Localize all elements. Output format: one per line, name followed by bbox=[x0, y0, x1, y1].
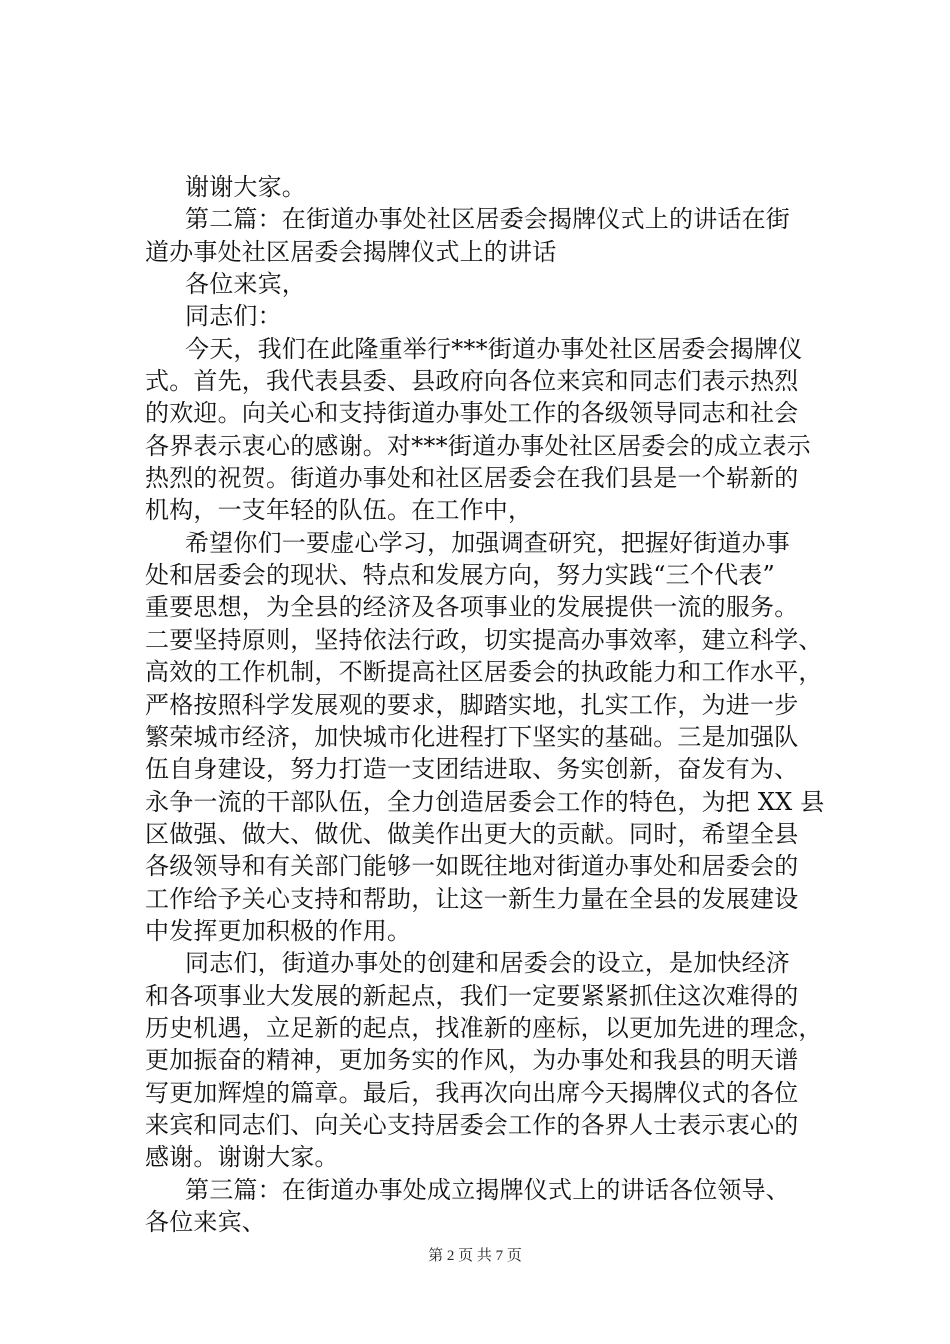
text-line: 伍自身建设，努力打造一支团结进取、务实创新，奋发有为、 bbox=[145, 755, 799, 784]
text-line: 永争一流的干部队伍，全力创造居委会工作的特色，为把 XX 县 bbox=[145, 787, 825, 816]
text-line: 区做强、做大、做优、做美作出更大的贡献。同时，希望全县 bbox=[145, 819, 799, 848]
section-heading-line: 第二篇：在街道办事处社区居委会揭牌仪式上的讲话在街 bbox=[185, 205, 790, 234]
text-line: 更加振奋的精神，更加务实的作风，为办事处和我县的明天谱 bbox=[145, 1046, 799, 1075]
text-line: 严格按照科学发展观的要求，脚踏实地，扎实工作，为进一步 bbox=[145, 690, 799, 719]
text-line: 处和居委会的现状、特点和发展方向，努力实践“三个代表” bbox=[145, 561, 775, 590]
salutation-line: 各位来宾， bbox=[185, 270, 306, 299]
text-line: 工作给予关心支持和帮助，让这一新生力量在全县的发展建设 bbox=[145, 884, 799, 913]
text-line: 写更加辉煌的篇章。最后，我再次向出席今天揭牌仪式的各位 bbox=[145, 1078, 799, 1107]
text-line: 热烈的祝贺。街道办事处和社区居委会在我们县是一个崭新的 bbox=[145, 464, 799, 493]
text-line: 高效的工作机制，不断提高社区居委会的执政能力和工作水平， bbox=[145, 658, 823, 687]
text-line: 中发挥更加积极的作用。 bbox=[145, 916, 412, 945]
text-line: 感谢。谢谢大家。 bbox=[145, 1143, 339, 1172]
text-line: 今天，我们在此隆重举行***街道办事处社区居委会揭牌仪 bbox=[185, 334, 803, 363]
text-line: 和各项事业大发展的新起点，我们一定要紧紧抓住这次难得的 bbox=[145, 981, 799, 1010]
text-line: 同志们，街道办事处的创建和居委会的设立，是加快经济 bbox=[185, 949, 790, 978]
page-number-footer: 第 2 页 共 7 页 bbox=[428, 1248, 522, 1264]
text-line: 机构，一支年轻的队伍。在工作中， bbox=[145, 496, 533, 525]
salutation-line: 同志们： bbox=[185, 302, 282, 331]
text-line: 的欢迎。向关心和支持街道办事处工作的各级领导同志和社会 bbox=[145, 399, 799, 428]
text-line: 历史机遇，立足新的起点，找准新的座标，以更加先进的理念， bbox=[145, 1013, 823, 1042]
text-line: 重要思想，为全县的经济及各项事业的发展提供一流的服务。 bbox=[145, 593, 799, 622]
text-line: 二要坚持原则，坚持依法行政，切实提高办事效率，建立科学、 bbox=[145, 625, 823, 654]
text-line: 式。首先，我代表县委、县政府向各位来宾和同志们表示热烈 bbox=[145, 367, 799, 396]
text-line: 各级领导和有关部门能够一如既往地对街道办事处和居委会的 bbox=[145, 852, 799, 881]
text-line: 各位来宾、 bbox=[145, 1208, 266, 1236]
text-line: 各界表示衷心的感谢。对***街道办事处社区居委会的成立表示 bbox=[145, 431, 811, 460]
text-line: 谢谢大家。 bbox=[185, 173, 306, 201]
text-line: 繁荣城市经济，加快城市化进程打下坚实的基础。三是加强队 bbox=[145, 722, 799, 751]
document-body bbox=[145, 171, 845, 1238]
section-heading-line: 第三篇：在街道办事处成立揭牌仪式上的讲话各位领导、 bbox=[185, 1175, 790, 1204]
text-line: 来宾和同志们、向关心支持居委会工作的各界人士表示衷心的 bbox=[145, 1110, 799, 1139]
section-heading-line: 道办事处社区居委会揭牌仪式上的讲话 bbox=[145, 237, 557, 266]
text-line: 希望你们一要虚心学习，加强调查研究，把握好街道办事 bbox=[185, 528, 790, 557]
